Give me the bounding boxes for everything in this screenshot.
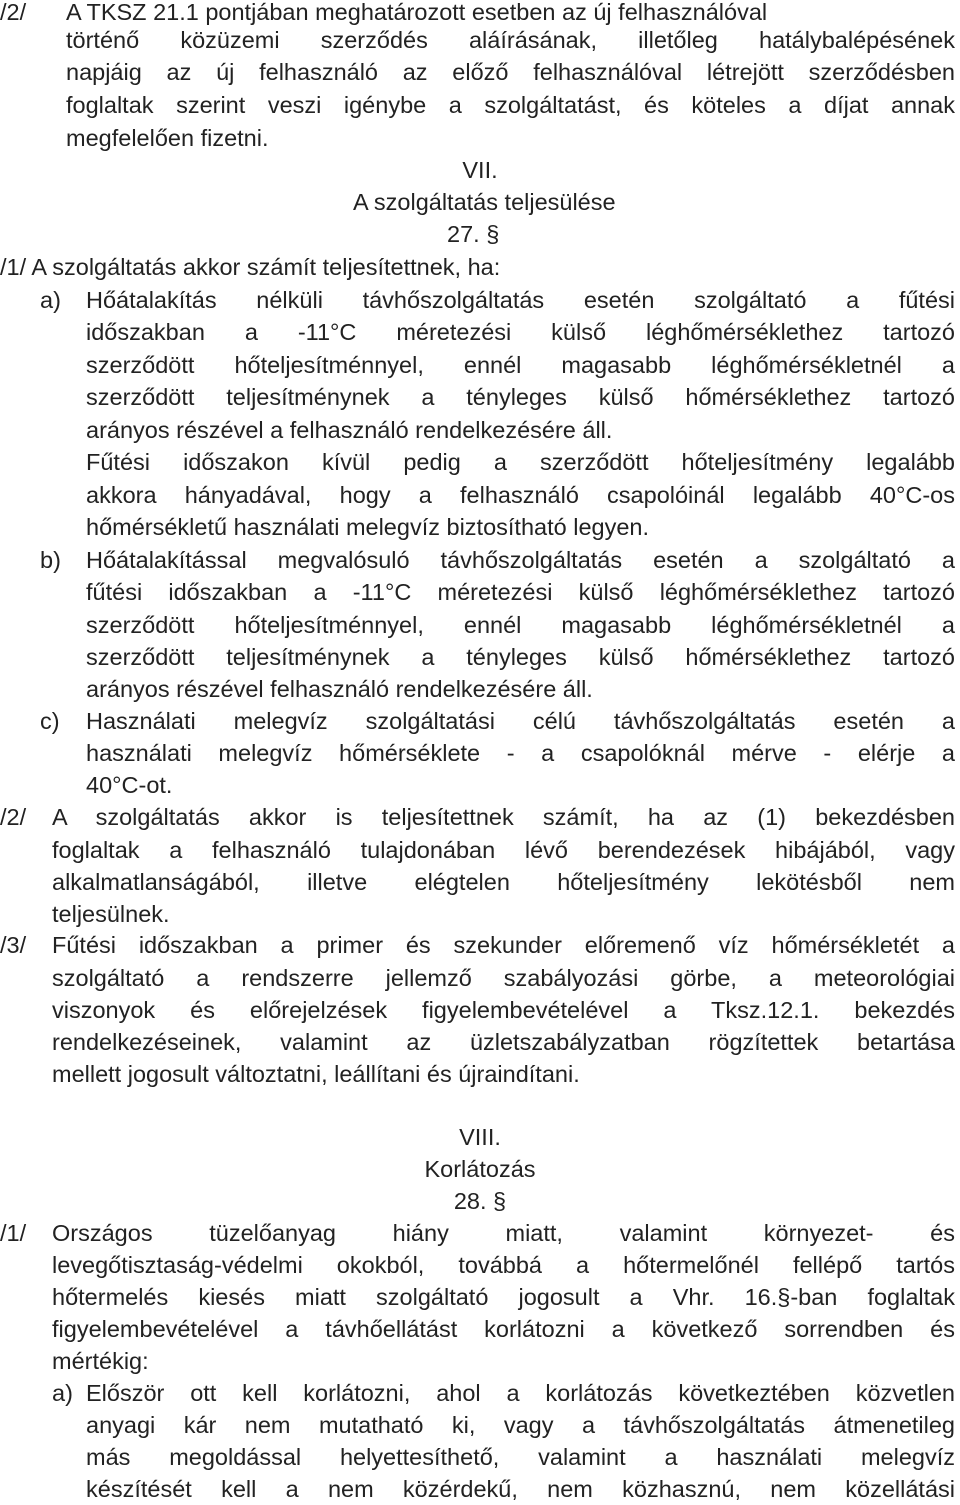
text-line: szolgáltató a rendszerre jellemző szabályozási görbe, a meteorológiai bbox=[52, 965, 955, 991]
text-line: szerződött teljesítménynek a tényleges külső hőmérséklethez tartozó bbox=[86, 644, 955, 670]
text-line: megfelelően fizetni. bbox=[66, 125, 269, 151]
text-line: készítését kell a nem közérdekű, nem közhasznú, nem közellátási bbox=[86, 1476, 955, 1502]
chapter-number: VII. bbox=[462, 157, 498, 183]
text-line: hőtermelés kiesés miatt szolgáltató jogosult a Vhr. 16.§-ban foglaltak bbox=[52, 1284, 955, 1310]
text-line: használati melegvíz hőmérséklete - a csapolóknál mérve - elérje a bbox=[86, 740, 955, 766]
text-line: más megoldással helyettesíthető, valamint a használati melegvíz bbox=[86, 1444, 955, 1470]
text-line: fűtési időszakban a -11°C méretezési külső léghőmérséklethez tartozó bbox=[86, 579, 955, 605]
item-label: c) bbox=[40, 708, 60, 734]
text-line: időszakban a -11°C méretezési külső léghőmérséklethez tartozó bbox=[86, 319, 955, 345]
text-line: foglaltak szerint veszi igénybe a szolgáltatást, és köteles a díjat annak bbox=[66, 92, 955, 118]
text-line: foglaltak a felhasználó tulajdonában lévő berendezések hibájából, vagy bbox=[52, 837, 955, 863]
text-line: napjáig az új felhasználó az előző felhasználóval létrejött szerződésben bbox=[66, 59, 955, 85]
text-line: Fűtési időszakon kívül pedig a szerződött hőteljesítmény legalább bbox=[86, 449, 955, 475]
text-line: Hőátalakítással megvalósuló távhőszolgáltatás esetén a szolgáltató a bbox=[86, 547, 955, 573]
text-line: viszonyok és előrejelzések figyelembevételével a Tksz.12.1. bekezdés bbox=[52, 997, 955, 1023]
text-line: arányos részével a felhasználó rendelkezésére áll. bbox=[86, 417, 613, 443]
text-line: szerződött hőteljesítménnyel, ennél magasabb léghőmérsékletnél a bbox=[86, 612, 955, 638]
text-line: /1/ A szolgáltatás akkor számít teljesítettnek, ha: bbox=[0, 254, 501, 280]
chapter-title: A szolgáltatás teljesülése bbox=[353, 189, 616, 215]
text-line: Használati melegvíz szolgáltatási célú távhőszolgáltatás esetén a bbox=[86, 708, 955, 734]
paragraph-label: /1/ bbox=[0, 1220, 27, 1246]
text-line: szerződött hőteljesítménnyel, ennél magasabb léghőmérsékletnél a bbox=[86, 352, 955, 378]
paragraph-label: /2/ bbox=[0, 804, 27, 830]
text-line: A TKSZ 21.1 pontjában meghatározott esetben az új felhasználóval bbox=[66, 0, 768, 25]
section-number: 28. § bbox=[453, 1188, 507, 1214]
text-line: anyagi kár nem mutatható ki, vagy a távhőszolgáltatás átmenetileg bbox=[86, 1412, 955, 1438]
chapter-title: Korlátozás bbox=[424, 1156, 536, 1182]
text-line: hőmérsékletű használati melegvíz biztosítható legyen. bbox=[86, 514, 650, 540]
text-line: arányos részével felhasználó rendelkezésére áll. bbox=[86, 676, 593, 702]
chapter-number: VIII. bbox=[459, 1124, 501, 1150]
text-line: figyelembevételével a távhőellátást korlátozni a következő sorrendben és bbox=[52, 1316, 955, 1342]
text-line: mellett jogosult változtatni, leállítani és újraindítani. bbox=[52, 1061, 580, 1087]
paragraph-label: /2/ bbox=[0, 0, 27, 25]
text-line: szerződött teljesítménynek a tényleges külső hőmérséklethez tartozó bbox=[86, 384, 955, 410]
text-line: Országos tüzelőanyag hiány miatt, valamint környezet- és bbox=[52, 1220, 955, 1246]
text-line: mértékig: bbox=[52, 1348, 149, 1374]
text-line: levegőtisztaság-védelmi okokból, továbbá a hőtermelőnél fellépő tartós bbox=[52, 1252, 955, 1278]
paragraph-label: /3/ bbox=[0, 932, 27, 958]
item-label: a) bbox=[40, 287, 61, 313]
text-line: történő közüzemi szerződés aláírásának, illetőleg hatálybalépésének bbox=[66, 27, 955, 53]
text-line: 40°C-ot. bbox=[86, 772, 173, 798]
text-line: A szolgáltatás akkor is teljesítettnek számít, ha az (1) bekezdésben bbox=[52, 804, 955, 830]
text-line: Először ott kell korlátozni, ahol a korlátozás következtében közvetlen bbox=[86, 1380, 955, 1406]
item-label: a) bbox=[52, 1380, 73, 1406]
text-line: rendelkezéseinek, valamint az üzletszabályzatban rögzítettek betartása bbox=[52, 1029, 955, 1055]
text-line: Hőátalakítás nélküli távhőszolgáltatás esetén szolgáltató a fűtési bbox=[86, 287, 955, 313]
text-line: alkalmatlanságából, illetve elégtelen hőteljesítmény lekötésből nem bbox=[52, 869, 955, 895]
item-label: b) bbox=[40, 547, 61, 573]
text-line: teljesülnek. bbox=[52, 901, 170, 927]
text-line: akkora hányadával, hogy a felhasználó csapolóinál legalább 40°C-os bbox=[86, 482, 955, 508]
section-number: 27. § bbox=[447, 221, 500, 247]
text-line: Fűtési időszakban a primer és szekunder előremenő víz hőmérsékletét a bbox=[52, 932, 955, 958]
